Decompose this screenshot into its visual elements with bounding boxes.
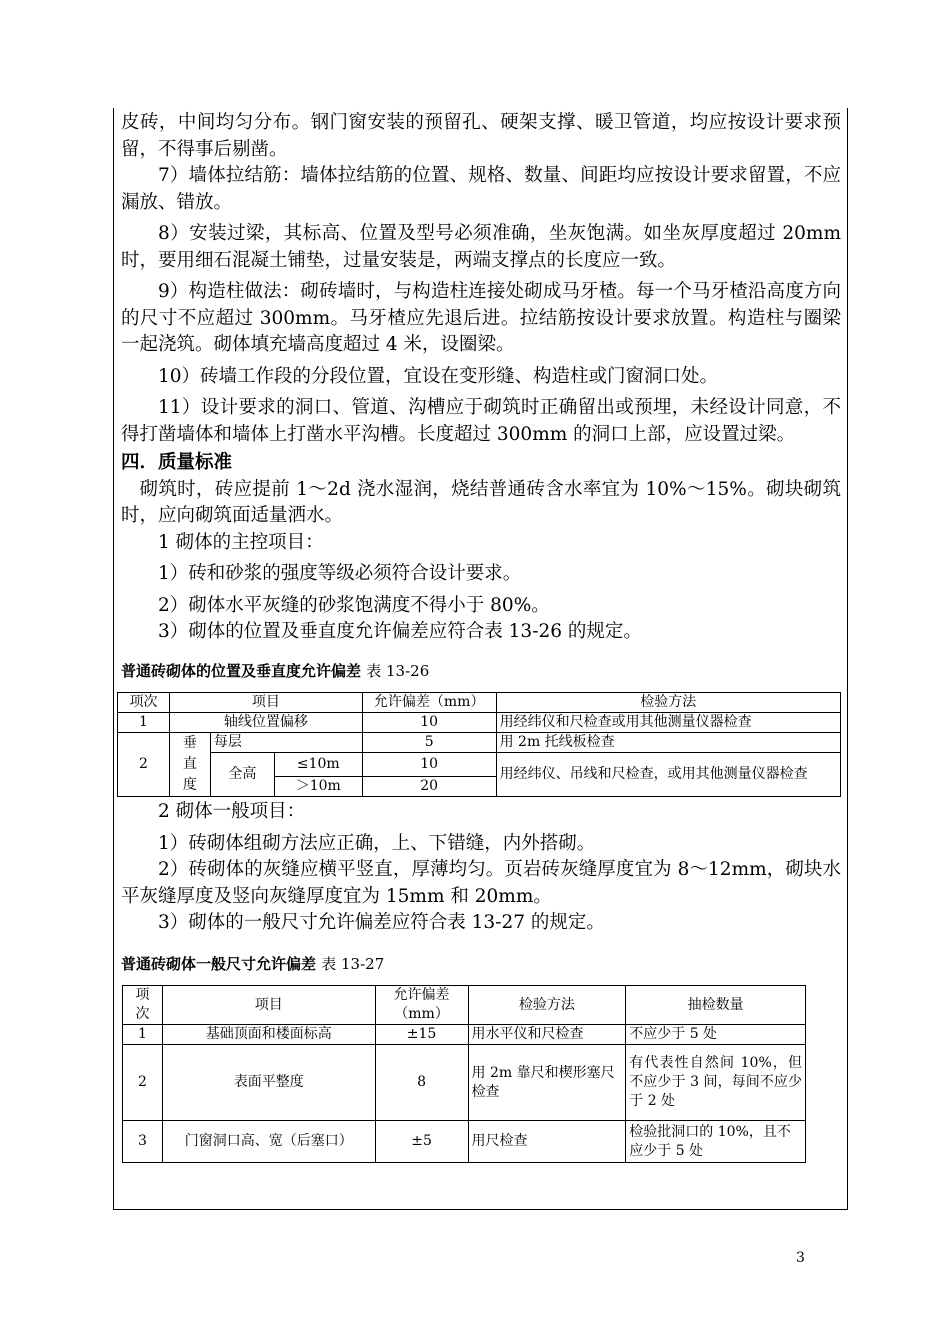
cell-no: 2: [118, 733, 170, 797]
header-cell: 抽检数量: [626, 986, 806, 1025]
main-items-title: 1 砌体的主控项目：: [158, 531, 324, 553]
cell-tol: 20: [362, 777, 496, 797]
table1-number: 表 13-26: [366, 661, 430, 680]
cell-sub: 全高: [210, 753, 274, 797]
general-items-title: 2 砌体一般项目：: [158, 801, 306, 822]
tolerance-table-13-26: [117, 692, 841, 797]
page-number: 3: [796, 1250, 805, 1266]
table-row: [123, 1045, 806, 1121]
paragraph: 11）设计要求的洞口、管道、沟槽应于砌筑时正确留出或预埋，未经设计同意，不得打凿墙体和墙体上打凿水平沟槽。长度超过 300mm 的洞口上部，应设置过梁。: [121, 397, 841, 445]
table-row: [118, 713, 841, 733]
cell-tol: 8: [375, 1045, 468, 1121]
cell-tol: 5: [362, 733, 496, 753]
cell-method: 用经纬仪和尺检查或用其他测量仪器检查: [496, 713, 840, 733]
main-item: 2）砌体水平灰缝的砂浆饱满度不得小于 80%。: [158, 594, 550, 616]
cell-method: 用 2m 托线板检查: [496, 733, 840, 753]
table2-caption-title: 普通砖砌体一般尺寸允许偏差: [121, 954, 317, 973]
cell-method: 用 2m 靠尺和楔形塞尺检查: [468, 1045, 626, 1121]
table2-number: 表 13-27: [321, 954, 385, 973]
section-heading: 四．质量标准: [121, 452, 233, 473]
table-row: [118, 733, 841, 753]
header-cell: 项次: [123, 986, 163, 1025]
general-item: 1）砖砌体组砌方法应正确，上、下错缝，内外搭砌。: [158, 832, 596, 854]
cell-qty: 检验批洞口的 10%，且不应少于 5 处: [626, 1121, 806, 1163]
cell-range: ＞10m: [274, 777, 362, 797]
general-item: 3）砌体的一般尺寸允许偏差应符合表 13-27 的规定。: [158, 912, 605, 933]
cell-tol: 10: [362, 713, 496, 733]
paragraph: 9）构造柱做法：砌砖墙时，与构造柱连接处砌成马牙楂。每一个马牙楂沿高度方向的尺寸不应超过 300mm。马牙楂应先退后进。拉结筋按设计要求放置。构造柱与圈梁一起浇筑。砌体填充墙高度超过 4 米，设圈梁。: [121, 281, 841, 355]
cell-item: 轴线位置偏移: [169, 713, 362, 733]
cell-qty: 有代表性自然间 10%，但不应少于 3 间，每间不应少于 2 处: [626, 1045, 806, 1121]
paragraph: 8）安装过梁，其标高、位置及型号必须准确，坐灰饱满。如坐灰厚度超过 20mm 时，要用细石混凝土铺垫，过量安装是，两端支撑点的长度应一致。: [121, 223, 841, 271]
cell-tol: ±5: [375, 1121, 468, 1163]
header-cell: 允许偏差（mm）: [375, 986, 468, 1025]
cell-no: 2: [123, 1045, 163, 1121]
header-cell: 项目: [162, 986, 375, 1025]
table-header-row: [123, 986, 806, 1025]
quality-intro: 砌筑时，砖应提前 1～2d 浇水湿润，烧结普通砖含水率宜为 10%～15%。砌块砌筑时，应向砌筑面适量洒水。: [121, 478, 841, 526]
cell-no: 3: [123, 1121, 163, 1163]
header-cell: 检验方法: [496, 693, 840, 713]
header-cell: 允许偏差（mm）: [362, 693, 496, 713]
cell-item: 基础顶面和楼面标高: [162, 1025, 375, 1045]
cell-no: 1: [123, 1025, 163, 1045]
header-cell: 检验方法: [468, 986, 626, 1025]
table2-caption: [121, 951, 841, 978]
table-row: [118, 753, 841, 777]
table-row: [123, 1025, 806, 1045]
cell-tol: 10: [362, 753, 496, 777]
header-cell: 项目: [169, 693, 362, 713]
cell-item: 表面平整度: [162, 1045, 375, 1121]
table1-caption-title: 普通砖砌体的位置及垂直度允许偏差: [121, 661, 362, 680]
paragraph: 皮砖，中间均匀分布。钢门窗安装的预留孔、硬架支撑、暖卫管道，均应按设计要求预留，不得事后剔凿。: [121, 112, 841, 160]
paragraph: 7）墙体拉结筋：墙体拉结筋的位置、规格、数量、间距均应按设计要求留置，不应漏放、错放。: [121, 165, 841, 213]
table-header-row: [118, 693, 841, 713]
cell-method: 用水平仪和尺检查: [468, 1025, 626, 1045]
cell-no: 1: [118, 713, 170, 733]
main-item: 3）砌体的位置及垂直度允许偏差应符合表 13-26 的规定。: [158, 621, 642, 642]
cell-group: 垂直度: [169, 733, 210, 797]
general-item: 2）砖砌体的灰缝应横平竖直，厚薄均匀。页岩砖灰缝厚度宜为 8～12mm，砌块水平灰缝厚度及竖向灰缝厚度宜为 15mm 和 20mm。: [121, 859, 841, 907]
document-body: [121, 110, 841, 1163]
cell-item: 门窗洞口高、宽（后塞口）: [162, 1121, 375, 1163]
header-cell: 项次: [118, 693, 170, 713]
cell-tol: ±15: [375, 1025, 468, 1045]
cell-method: 用尺检查: [468, 1121, 626, 1163]
cell-method: 用经纬仪、吊线和尺检查，或用其他测量仪器检查: [496, 753, 840, 797]
tolerance-table-13-27: [122, 985, 806, 1163]
cell-qty: 不应少于 5 处: [626, 1025, 806, 1045]
cell-sub: 每层: [210, 733, 362, 753]
paragraph: 10）砖墙工作段的分段位置，宜设在变形缝、构造柱或门窗洞口处。: [158, 365, 719, 387]
main-item: 1）砖和砂浆的强度等级必须符合设计要求。: [158, 563, 522, 584]
table1-caption: [121, 658, 841, 685]
table-row: [123, 1121, 806, 1163]
cell-range: ≤10m: [274, 753, 362, 777]
